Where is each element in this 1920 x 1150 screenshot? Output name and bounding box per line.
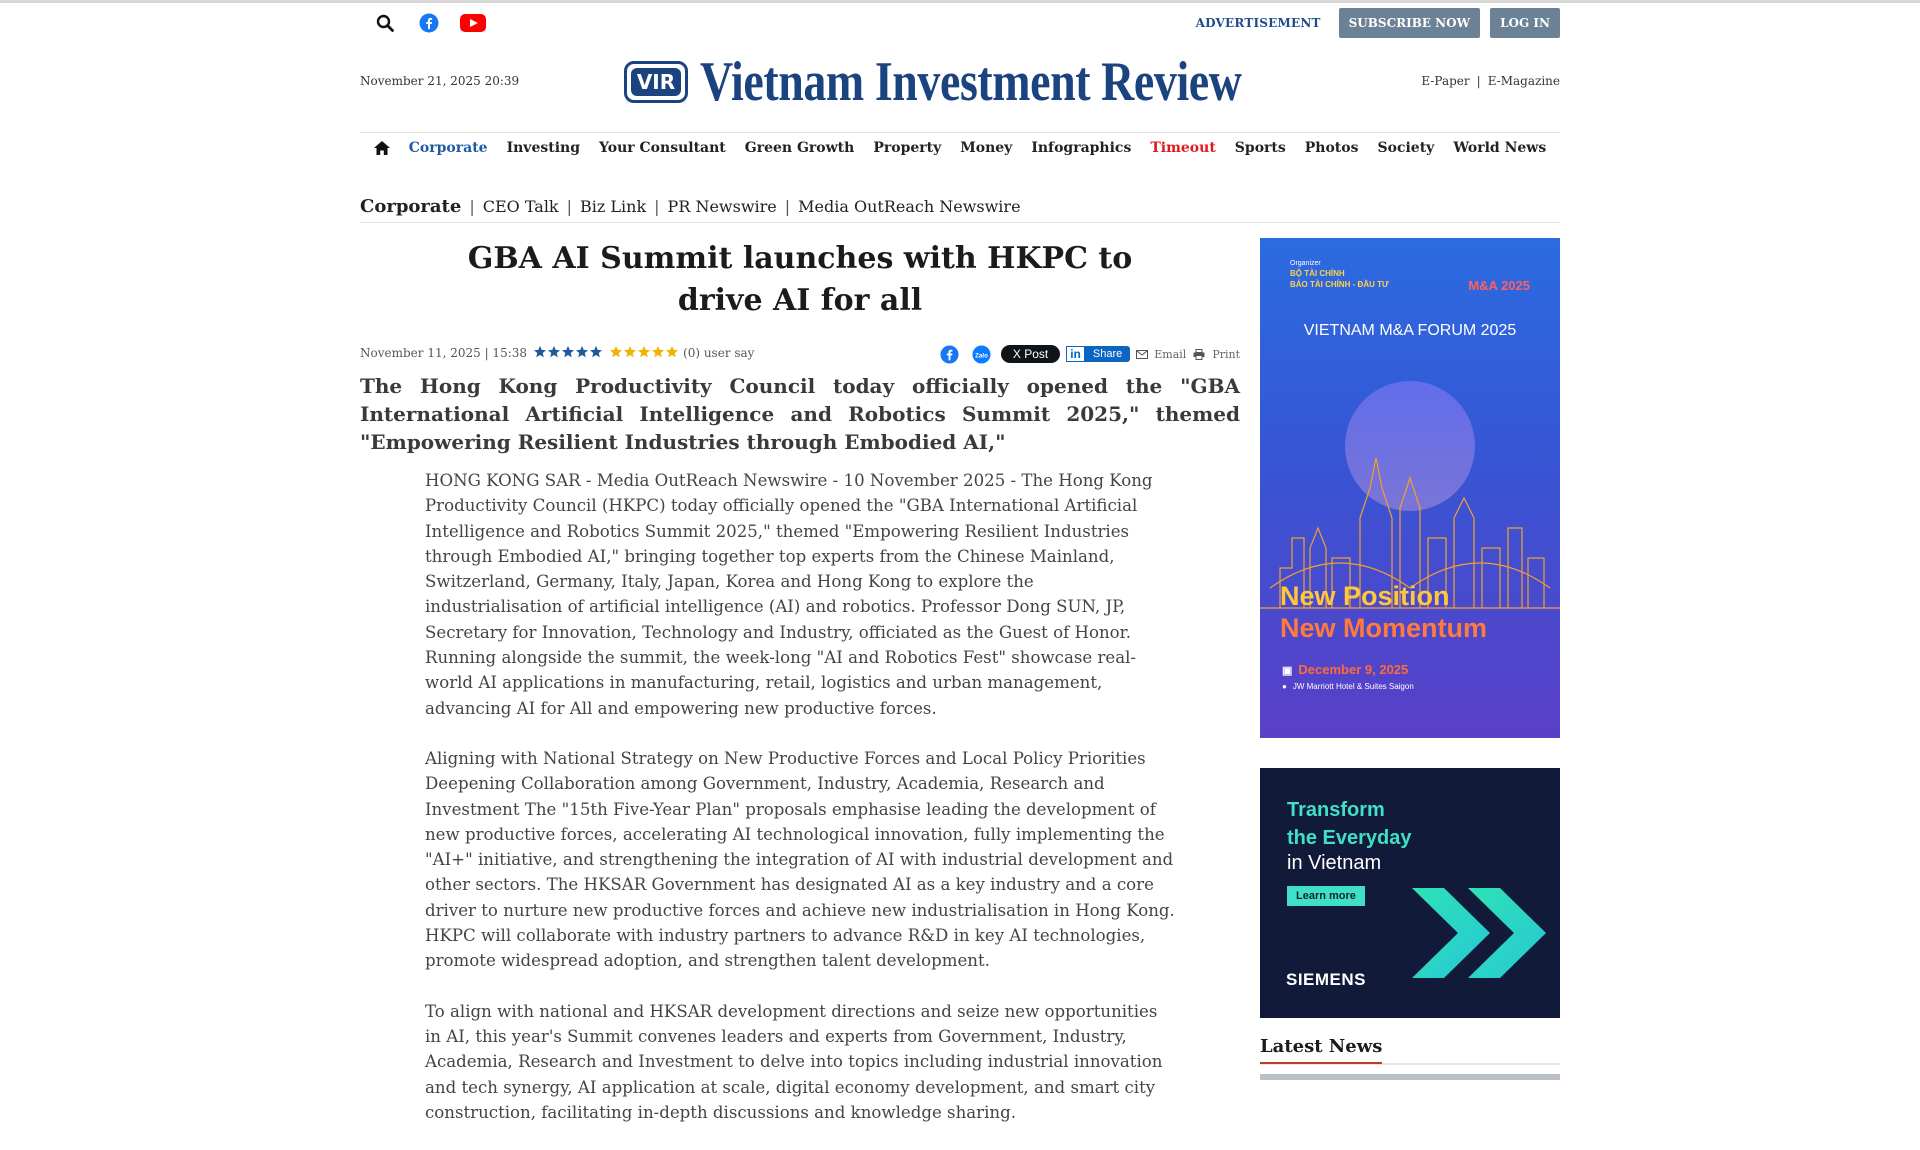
email-link[interactable]: Email <box>1154 347 1187 361</box>
facebook-share-icon[interactable] <box>937 343 963 365</box>
star-icon[interactable] <box>609 345 623 362</box>
subnav-item-media-outreach[interactable]: Media OutReach Newswire <box>798 197 1021 216</box>
separator: | <box>654 197 660 216</box>
search-icon[interactable] <box>372 12 398 34</box>
nav-item-investing[interactable]: Investing <box>506 140 580 156</box>
svg-text:Zalo: Zalo <box>975 351 989 359</box>
logo-badge-text: VIR <box>631 68 681 96</box>
top-bar <box>360 8 1560 40</box>
ad-siemens-headline <box>1287 796 1412 852</box>
separator: | <box>1476 74 1481 88</box>
article-paragraph: HONG KONG SAR - Media OutReach Newswire - 10 November 2025 - The Hong Kong Productivity Council (HKPC) today officially opened the "GBA International Artificial Intelligence and Robotics Summit 2025," themed "Empowering Resilient Industries through Embodied AI," bringing together top experts from the Chinese Mainland, Switzerland, Germany, Italy, Japan, Korea and Hong Kong to explore the industrialisation of artificial intelligence (AI) and robotics. Professor Dong SUN, JP, Secretary for Innovation, Technology and Industry, officiated as the Guest of Honor. Running alongside the summit, the week-long "AI and Robotics Fest" showcase real-world AI applications in manufacturing, retail, logistics and urban management, advancing AI for All and empowering new productive forces. <box>425 471 1153 718</box>
logo-badge <box>624 61 688 103</box>
main-nav <box>360 140 1560 156</box>
logo-text: Vietnam Investment Review <box>700 51 1242 113</box>
latest-news-heading <box>1260 1036 1560 1065</box>
calendar-icon: ▣ <box>1282 665 1293 677</box>
nav-item-corporate[interactable]: Corporate <box>408 140 488 156</box>
nav-item-photos[interactable]: Photos <box>1304 140 1359 156</box>
header-datetime: November 21, 2025 20:39 <box>360 74 520 88</box>
linkedin-share-button[interactable] <box>1066 346 1130 362</box>
subnav-divider <box>360 222 1560 223</box>
epaper-links <box>1421 74 1560 88</box>
nav-item-your-consultant[interactable]: Your Consultant <box>598 140 726 156</box>
ad-siemens-line1: Transform <box>1287 799 1385 821</box>
rating-stars-average <box>533 345 603 362</box>
star-icon[interactable] <box>637 345 651 362</box>
ad-siemens[interactable] <box>1260 768 1560 1018</box>
latest-news-thumbnail[interactable] <box>1260 1074 1560 1080</box>
home-icon[interactable] <box>374 141 390 155</box>
article-paragraph: To align with national and HKSAR development directions and seize new opportunities in AI, this year's Summit convenes leaders and experts from Government, Industry, Academia, Research and Investment to delve into topics including industrial innovation and tech synergy, AI application at scale, digital economy development, and smart city construction, facilitating in-depth discussions and knowledge sharing. <box>425 1001 1163 1122</box>
section-subnav <box>360 196 1021 217</box>
ad-headline-line1: New Position <box>1280 581 1450 611</box>
zalo-share-icon[interactable] <box>969 343 995 365</box>
star-icon[interactable] <box>651 345 665 362</box>
article-title: GBA AI Summit launches with HKPC to drive AI for all <box>467 241 1133 318</box>
ad-organizer-name: BỘ TÀI CHÍNH <box>1290 269 1345 278</box>
ad-date <box>1282 662 1408 677</box>
star-icon <box>589 345 603 362</box>
subnav-section-corporate[interactable]: Corporate <box>360 196 462 217</box>
article-paragraph: Aligning with National Strategy on New Productive Forces and Local Policy Priorities Deepening Collaboration among Government, Industry, Academia, Research and Investment The "15th Five-Year Plan" proposals emphasise leading the development of new productive forces, accelerating AI technological innovation, fully implementing the "AI+" initiative, and strengthening the integration of AI with industrial development and other sectors. The HKSAR Government has designated AI as a key industry and a core driver to nurture new productive forces and achieve new industrialisation in Hong Kong. HKPC will collaborate with industry partners to advance R&D in key AI technologies, promote widespread adoption, and strengthen talent development. <box>425 748 1175 971</box>
nav-item-sports[interactable]: Sports <box>1234 140 1286 156</box>
article-date: November 11, 2025 | 15:38 <box>360 346 528 360</box>
subscribe-button[interactable]: SUBSCRIBE NOW <box>1339 8 1480 38</box>
email-icon[interactable] <box>1136 343 1148 365</box>
user-say-count: (0) user say <box>683 346 755 360</box>
nav-item-timeout[interactable]: Timeout <box>1150 140 1216 156</box>
ad-forum-title: VIETNAM M&A FORUM 2025 <box>1303 322 1517 339</box>
nav-item-world-news[interactable]: World News <box>1453 140 1547 156</box>
print-icon[interactable] <box>1192 343 1206 365</box>
nav-divider <box>360 132 1560 133</box>
ad-venue <box>1282 682 1414 691</box>
article-meta <box>360 343 1240 363</box>
star-icon[interactable] <box>665 345 679 362</box>
rating-stars-user[interactable] <box>609 345 679 362</box>
star-icon <box>575 345 589 362</box>
article-body <box>425 468 1175 1150</box>
ad-venue-text: JW Marriott Hotel & Suites Saigon <box>1292 682 1414 691</box>
star-icon <box>547 345 561 362</box>
location-pin-icon: ● <box>1282 682 1287 691</box>
ad-organizer <box>1290 260 1389 289</box>
ad-ma-forum[interactable] <box>1260 238 1560 738</box>
star-icon[interactable] <box>623 345 637 362</box>
login-button[interactable]: LOG IN <box>1490 8 1560 38</box>
nav-item-property[interactable]: Property <box>873 140 942 156</box>
facebook-icon[interactable] <box>416 12 442 34</box>
linkedin-share-label: Share <box>1092 348 1123 360</box>
ad-headline <box>1280 580 1487 644</box>
nav-item-infographics[interactable]: Infographics <box>1031 140 1132 156</box>
ad-learn-more-button[interactable]: Learn more <box>1287 886 1365 906</box>
nav-item-green-growth[interactable]: Green Growth <box>744 140 855 156</box>
ad-siemens-line3: in Vietnam <box>1287 852 1382 874</box>
star-icon <box>561 345 575 362</box>
advertisement-link[interactable]: ADVERTISEMENT <box>1195 16 1321 30</box>
nav-item-money[interactable]: Money <box>960 140 1013 156</box>
linkedin-icon: in <box>1066 346 1085 362</box>
subnav-item-biz-link[interactable]: Biz Link <box>580 197 647 216</box>
epaper-link[interactable]: E-Paper <box>1421 74 1470 88</box>
ad-organizer-paper: BÁO TÀI CHÍNH - ĐẦU TƯ <box>1290 280 1389 289</box>
ad-headline-line2: New Momentum <box>1280 613 1488 643</box>
x-post-button[interactable]: X Post <box>1001 345 1060 363</box>
site-logo[interactable] <box>624 50 1360 114</box>
print-link[interactable]: Print <box>1212 347 1240 361</box>
top-actions <box>1196 8 1560 38</box>
nav-item-society[interactable]: Society <box>1377 140 1435 156</box>
ad-date-text: December 9, 2025 <box>1298 662 1409 677</box>
ad-organizer-label: Organizer <box>1290 260 1321 267</box>
subnav-item-pr-newswire[interactable]: PR Newswire <box>667 197 777 216</box>
emagazine-link[interactable]: E-Magazine <box>1487 74 1560 88</box>
latest-news-title[interactable]: Latest News <box>1260 1036 1382 1064</box>
subnav-item-ceo-talk[interactable]: CEO Talk <box>482 197 559 216</box>
star-icon <box>533 345 547 362</box>
share-bar <box>937 343 1240 365</box>
ad-siemens-line2: the Everyday <box>1287 827 1412 849</box>
page-container <box>360 0 1560 1122</box>
top-icons <box>372 12 486 34</box>
youtube-icon[interactable] <box>460 12 486 34</box>
ad-mna-logo: M&A 2025 <box>1468 278 1530 293</box>
separator: | <box>566 197 573 216</box>
article-lead: The Hong Kong Productivity Council today officially opened the "GBA International Artificial Intelligence and Robotics Summit 2025," themed "Empowering Resilient Industries through Embodied AI," <box>360 374 1240 454</box>
separator: | <box>469 197 475 216</box>
ad-siemens-brand: SIEMENS <box>1286 970 1367 989</box>
chevron-arrows-graphic <box>1410 878 1550 998</box>
separator: | <box>784 197 791 216</box>
